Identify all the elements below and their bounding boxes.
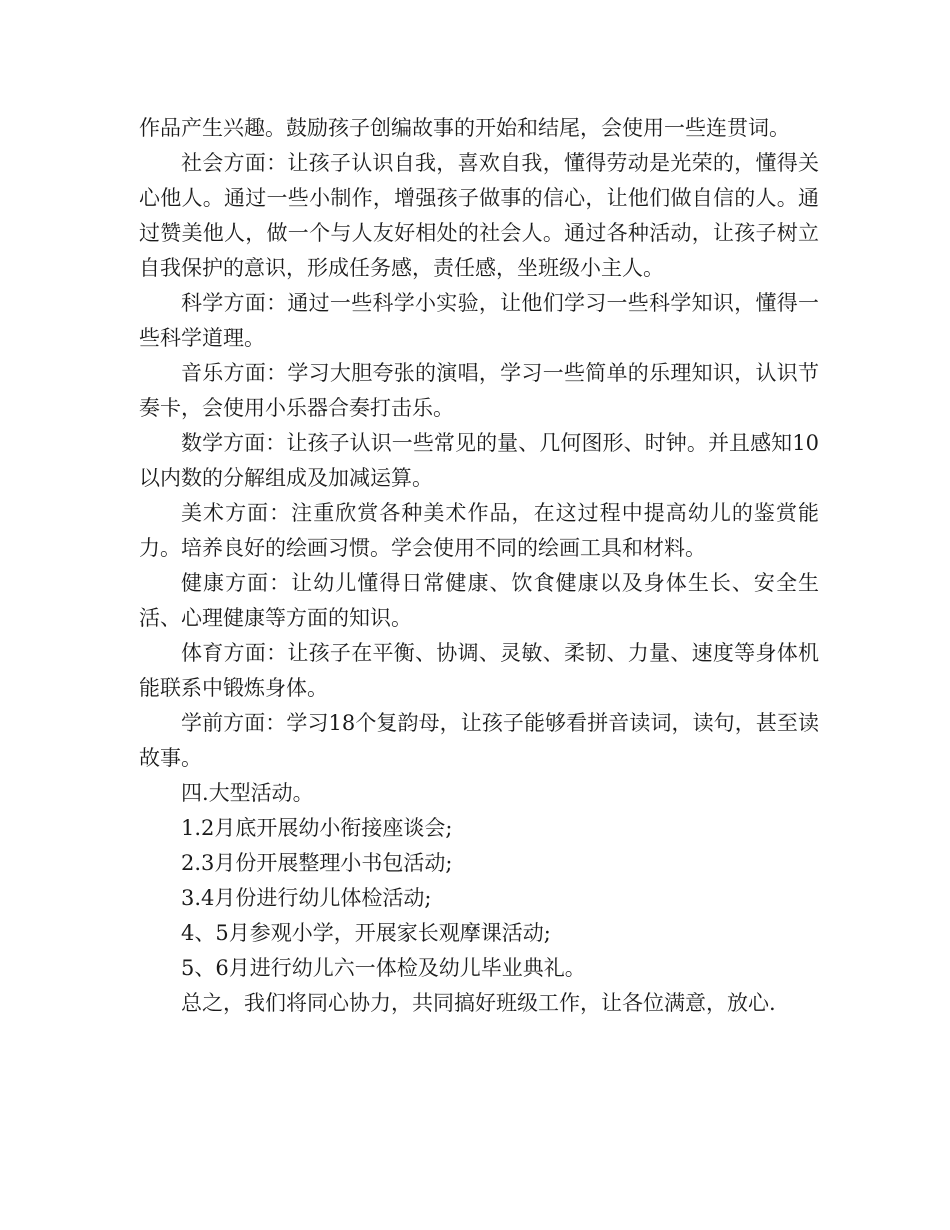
paragraph-social: 社会方面：让孩子认识自我，喜欢自我，懂得劳动是光荣的，懂得关心他人。通过一些小制作，增强孩子做事的信心，让他们做自信的人。通过赞美他人，做一个与人友好相处的社会人。通过各种活动，让孩子树立自我保护的意识，形成任务感，责任感，坐班级小主人。 xyxy=(139,151,819,280)
paragraph-health: 健康方面：让幼儿懂得日常健康、饮食健康以及身体生长、安全生活、心理健康等方面的知识。 xyxy=(139,571,819,630)
section-heading-activities: 四.大型活动。 xyxy=(181,781,314,805)
paragraph-music: 音乐方面：学习大胆夸张的演唱，学习一些简单的乐理知识，认识节奏卡，会使用小乐器合奏打击乐。 xyxy=(139,361,819,420)
list-item-activity-2: 2.3月份开展整理小书包活动; xyxy=(181,851,453,875)
paragraph-preschool: 学前方面：学习18个复韵母，让孩子能够看拼音读词，读句，甚至读故事。 xyxy=(139,711,819,770)
list-item-activity-4: 4、5月参观小学，开展家长观摩课活动; xyxy=(181,921,551,945)
paragraph-science: 科学方面：通过一些科学小实验，让他们学习一些科学知识，懂得一些科学道理。 xyxy=(139,291,819,350)
document-body xyxy=(139,111,819,1021)
paragraph-sports: 体育方面：让孩子在平衡、协调、灵敏、柔韧、力量、速度等身体机能联系中锻炼身体。 xyxy=(139,641,819,700)
paragraph-art: 美术方面：注重欣赏各种美术作品，在这过程中提高幼儿的鉴赏能力。培养良好的绘画习惯。学会使用不同的绘画工具和材料。 xyxy=(139,501,819,560)
paragraph-intro-continuation: 作品产生兴趣。鼓励孩子创编故事的开始和结尾，会使用一些连贯词。 xyxy=(139,116,790,140)
list-item-activity-5: 5、6月进行幼儿六一体检及幼儿毕业典礼。 xyxy=(181,956,586,980)
list-item-activity-1: 1.2月底开展幼小衔接座谈会; xyxy=(181,816,453,840)
list-item-activity-3: 3.4月份进行幼儿体检活动; xyxy=(181,886,432,910)
paragraph-math: 数学方面：让孩子认识一些常见的量、几何图形、时钟。并且感知10以内数的分解组成及加减运算。 xyxy=(139,431,819,490)
paragraph-conclusion: 总之，我们将同心协力，共同搞好班级工作，让各位满意，放心. xyxy=(181,991,776,1015)
